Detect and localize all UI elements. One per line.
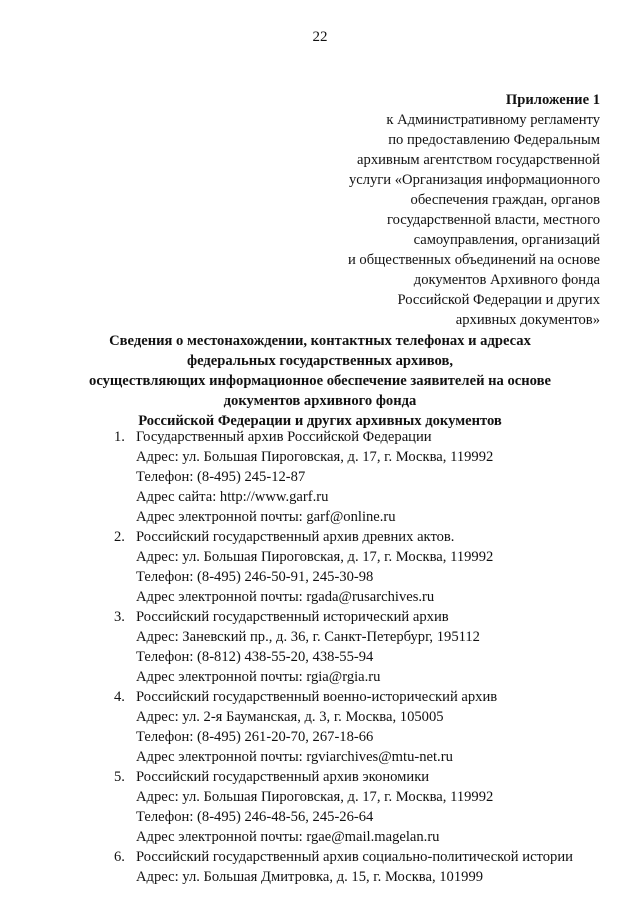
item-number: 4. bbox=[114, 689, 125, 705]
archive-name: Российский государственный архив древних актов. bbox=[136, 529, 455, 545]
archive-email: Адрес электронной почты: rgada@rusarchives.ru bbox=[136, 589, 435, 605]
item-number: 2. bbox=[114, 529, 125, 545]
appendix-line: и общественных объединений на основе bbox=[347, 252, 600, 268]
appendix-line: архивным агентством государственной bbox=[357, 152, 600, 168]
appendix-block bbox=[270, 90, 600, 330]
heading-line: документов архивного фонда bbox=[223, 393, 417, 409]
page-number: 22 bbox=[312, 29, 328, 45]
item-number: 1. bbox=[114, 429, 125, 445]
appendix-line: документов Архивного фонда bbox=[413, 272, 600, 288]
archive-item bbox=[114, 847, 614, 887]
archive-name: Государственный архив Российской Федерации bbox=[136, 429, 432, 445]
heading-line: Российской Федерации и других архивных документов bbox=[138, 413, 502, 429]
item-number: 3. bbox=[114, 609, 125, 625]
archive-phone: Телефон: (8-812) 438-55-20, 438-55-94 bbox=[136, 649, 374, 665]
appendix-line: самоуправления, организаций bbox=[413, 232, 600, 248]
appendix-line: государственной власти, местного bbox=[386, 212, 600, 228]
archive-phone: Телефон: (8-495) 245-12-87 bbox=[136, 469, 306, 485]
archive-email: Адрес электронной почты: rgia@rgia.ru bbox=[136, 669, 381, 685]
appendix-line: услуги «Организация информационного bbox=[348, 172, 600, 188]
appendix-line: Российской Федерации и других bbox=[397, 292, 600, 308]
archive-phone: Телефон: (8-495) 261-20-70, 267-18-66 bbox=[136, 729, 374, 745]
archive-email: Адрес электронной почты: rgae@mail.magelan.ru bbox=[136, 829, 440, 845]
item-number: 6. bbox=[114, 849, 125, 865]
archive-address: Адрес: ул. Большая Пироговская, д. 17, г. Москва, 119992 bbox=[136, 549, 494, 565]
archive-address: Адрес: ул. Большая Дмитровка, д. 15, г. Москва, 101999 bbox=[136, 869, 484, 885]
heading-line: осуществляющих информационное обеспечение заявителей на основе bbox=[89, 373, 551, 389]
archive-item bbox=[114, 767, 614, 847]
document-heading bbox=[0, 331, 640, 431]
archive-address: Адрес: ул. Большая Пироговская, д. 17, г. Москва, 119992 bbox=[136, 789, 494, 805]
archive-name: Российский государственный исторический архив bbox=[136, 609, 449, 625]
appendix-line: к Административному регламенту bbox=[386, 112, 600, 128]
appendix-line: по предоставлению Федеральным bbox=[388, 132, 600, 148]
archive-list bbox=[114, 427, 614, 887]
archive-name: Российский государственный военно-исторический архив bbox=[136, 689, 498, 705]
archive-name: Российский государственный архив экономики bbox=[136, 769, 430, 785]
appendix-title: Приложение 1 bbox=[505, 92, 600, 108]
archive-address: Адрес: ул. 2-я Бауманская, д. 3, г. Москва, 105005 bbox=[136, 709, 444, 725]
archive-email: Адрес электронной почты: rgviarchives@mtu-net.ru bbox=[136, 749, 453, 765]
archive-item bbox=[114, 607, 614, 687]
archive-item bbox=[114, 527, 614, 607]
archive-item bbox=[114, 687, 614, 767]
archive-phone: Телефон: (8-495) 246-48-56, 245-26-64 bbox=[136, 809, 374, 825]
archive-phone: Телефон: (8-495) 246-50-91, 245-30-98 bbox=[136, 569, 374, 585]
archive-website: Адрес сайта: http://www.garf.ru bbox=[136, 489, 329, 505]
archive-name: Российский государственный архив социально-политической истории bbox=[136, 849, 573, 865]
archive-address: Адрес: Заневский пр., д. 36, г. Санкт-Петербург, 195112 bbox=[136, 629, 480, 645]
heading-line: Сведения о местонахождении, контактных телефонах и адресах bbox=[109, 333, 531, 349]
appendix-line: архивных документов» bbox=[455, 312, 600, 328]
archive-item bbox=[114, 427, 614, 527]
archive-email: Адрес электронной почты: garf@online.ru bbox=[136, 509, 396, 525]
appendix-line: обеспечения граждан, органов bbox=[410, 192, 600, 208]
item-number: 5. bbox=[114, 769, 125, 785]
archive-address: Адрес: ул. Большая Пироговская, д. 17, г. Москва, 119992 bbox=[136, 449, 494, 465]
heading-line: федеральных государственных архивов, bbox=[187, 353, 453, 369]
